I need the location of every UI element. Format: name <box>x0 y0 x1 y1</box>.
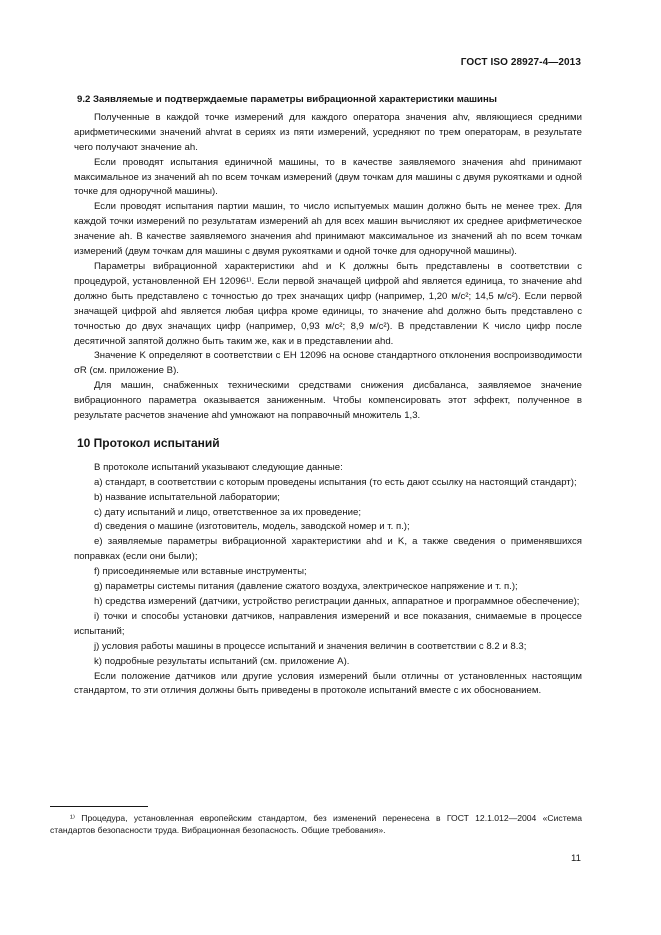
list-item: d) сведения о машине (изготовитель, модель, заводской номер и т. п.); <box>94 521 410 533</box>
list-item: j) условия работы машины в процессе испытаний и значения величин в соответствии с 8.2 и 8.3; <box>94 640 527 652</box>
footnote <box>50 812 582 837</box>
footnote-divider <box>50 806 148 807</box>
section-9-2-title: 9.2 Заявляемые и подтверждаемые параметры вибрационной характеристики машины <box>77 94 497 105</box>
list-item: а) стандарт, в соответствии с которым проведены испытания (то есть дают ссылку на настоящий стандарт); <box>94 476 577 488</box>
page-number: 11 <box>571 853 581 864</box>
paragraph: Для машин, снабженных техническими средствами снижения дисбаланса, заявляемое значение вибрационного параметра оказывается заниженным. Чтобы компенсировать этот эффект, полученное в результате расчетов значение ahd умножают на поправочный множитель 1,3. <box>74 380 582 422</box>
list-item: e) заявляемые параметры вибрационной характеристики ahd и K, а также сведения о применявшихся поправках (если они были); <box>74 536 582 563</box>
paragraph: Значение K определяют в соответствии с ЕН 12096 на основе стандартного отклонения воспроизводимости σR (см. приложение В). <box>74 350 582 377</box>
paragraph: Полученные в каждой точке измерений для каждого оператора значения ahv, являющиеся средними арифметическими значений ahvrat в сериях из пяти измерений, усредняют по трем операторам, в результате чего получают значение ah. <box>74 111 582 153</box>
list-item: h) средства измерений (датчики, устройство регистрации данных, аппаратное и программное обеспечение); <box>94 596 580 607</box>
standard-header: ГОСТ ISO 28927-4—2013 <box>460 57 581 68</box>
paragraph: Если проводят испытания партии машин, то число испытуемых машин должно быть не менее трех. Для каждой точки измерений по результатам измерений ah для всех машин вычисляют их среднее арифметическое значение ah. В качестве заявляемого значения ahd принимают максимальное из значений ah по всем точкам измерений (двум точкам для машины с двумя рукоятками и одной точке для одноручной машины). <box>74 201 582 258</box>
paragraph: Если проводят испытания единичной машины, то в качестве заявляемого значения ahd принимают максимальное из значений ah по всем точкам измерений (двум точкам для машины с двумя рукоятками и одной точке для одноручной машины). <box>74 156 582 198</box>
list-item: k) подробные результаты испытаний (см. приложение А). <box>94 655 350 667</box>
list-item: g) параметры системы питания (давление сжатого воздуха, электрическое напряжение и т. п.); <box>94 581 518 593</box>
section-10-closing: Если положение датчиков или другие условия измерений были отличны от установленных настоящим стандартом, то эти отличия должны быть приведены в протоколе испытаний вместе с их обоснованием. <box>74 670 582 697</box>
section-10-intro: В протоколе испытаний указывают следующие данные: <box>94 461 343 473</box>
list-item: c) дату испытаний и лицо, ответственное за их проведение; <box>94 506 361 518</box>
section-10-title: 10 Протокол испытаний <box>77 435 220 450</box>
page-content <box>74 93 582 699</box>
paragraph: Параметры вибрационной характеристики ahd и K должны быть представлены в соответствии с процедурой, установленной ЕН 12096¹⁾. Если первой значащей цифрой ahd является единица, то значение ahd должно быть представлено с точностью до трех значащих цифр (например, 1,20 м/с²; 14,5 м/с²). Если первой значащей цифрой ahd является любая цифра кроме единицы, то значение ahd должно быть представлено с точностью до двух значащих цифр (например, 0,93 м/с²; 8,9 м/с²). В представлении K число цифр после десятичной запятой должно быть таким же, как и в представлении ahd. <box>74 260 582 347</box>
list-item: f) присоединяемые или вставные инструменты; <box>94 566 307 578</box>
footnote-text: ¹⁾ Процедура, установленная европейским стандартом, без изменений перенесена в ГОСТ 12.1.012—2004 «Система стандартов безопасности труда. Вибрационная безопасность. Общие требования». <box>50 813 582 836</box>
list-item: i) точки и способы установки датчиков, направления измерений и все показания, снимаемые в процессе испытаний; <box>74 610 582 637</box>
list-item: b) название испытательной лаборатории; <box>94 491 280 503</box>
